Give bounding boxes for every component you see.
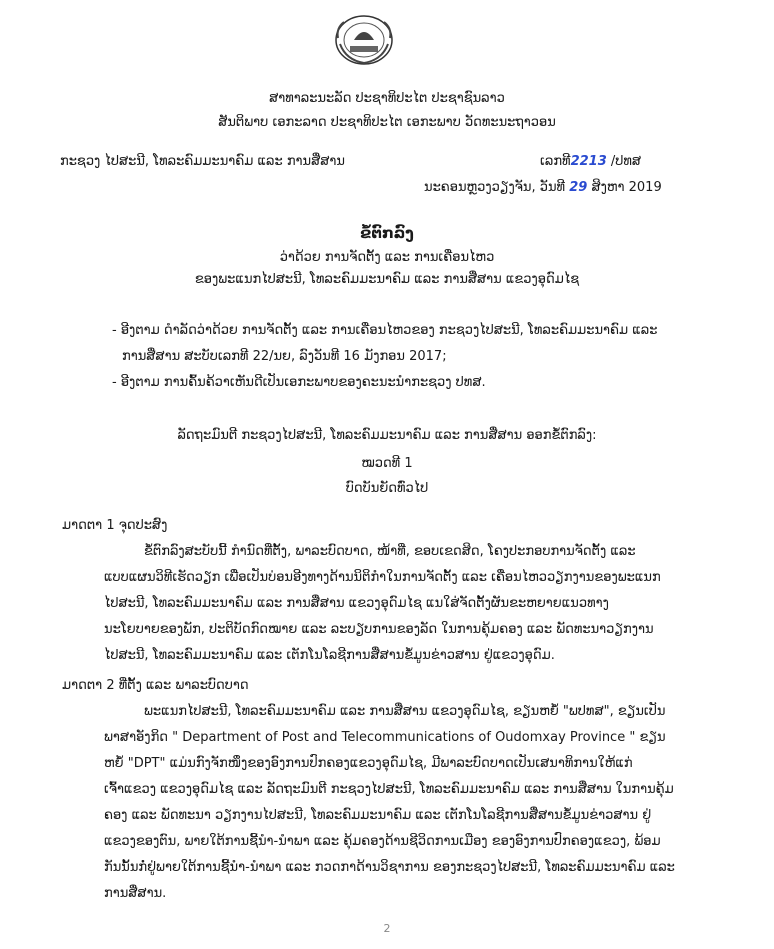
basis-item-1-line-2: ການສື່ສານ ສະບັບເລກທີ 22/ນຍ, ລົງວັນທີ 16 ມັງກອນ 2017;	[122, 349, 447, 364]
date-prefix: ນະຄອນຫຼວງວຽງຈັນ, ວັນທີ	[424, 180, 566, 195]
article-1-line-1: ຂໍ້ຕົກລົງສະບັບນີ້ ກຳນົດທີ່ຕັ້ງ, ພາລະບົດບາດ, ໜ້າທີ່, ຂອບເຂດສິດ, ໂຄງປະກອບການຈັດຕັ້ງ ແລະ	[144, 544, 636, 559]
article-1-line-5: ໄປສະນີ, ໂທລະຄົມມະນາຄົມ ແລະ ເຕັກໂນໂລຊີການສື່ສານຂໍ້ມູນຂ່າວສານ ຢູ່ແຂວງອຸດົມ.	[104, 648, 555, 663]
article-2-line-2: ພາສາອັງກິດ " Department of Post and Telecommunications of Oudomxay Province " ຂຽນ	[104, 730, 666, 745]
subtitle-line-1: ວ່າດ້ວຍ ການຈັດຕັ້ງ ແລະ ການເຄື່ອນໄຫວ	[279, 250, 495, 265]
article-2-line-7: ກັນນັ້ນກໍ່ຢູ່ພາຍໃຕ້ການຊີ້ນຳ-ນຳພາ ແລະ ກວດກາດ້ານວິຊາການ ຂອງກະຊວງໄປສະນີ, ໂທລະຄົມມະນາຄົມ ແລະ	[104, 860, 675, 875]
article-2-line-4: ເຈົ້າແຂວງ ແຂວງອຸດົມໄຊ ແລະ ລັດຖະມົນຕີ ກະຊວງໄປສະນີ, ໂທລະຄົມມະນາຄົມ ແລະ ການສື່ສານ ໃນການຄຸ້ມ	[104, 782, 674, 797]
article-1-heading: ມາດຕາ 1 ຈຸດປະສົງ	[62, 518, 168, 533]
article-1-line-3: ໄປສະນີ, ໂທລະຄົມມະນາຄົມ ແລະ ການສື່ສານ ແຂວງອຸດົມໄຊ ແນໃສ່ຈັດຕັ້ງຜັນຂະຫຍາຍແນວທາງ	[104, 596, 609, 611]
reference-number	[540, 154, 641, 169]
issue-date	[424, 180, 662, 195]
article-2-line-8: ການສື່ສານ.	[104, 886, 167, 901]
date-day: 29	[569, 180, 588, 195]
article-1-line-2: ແບບແຜນວິທີເຮັດວຽກ ເພື່ອເປັນບ່ອນອີງທາງດ້ານນິຕິກຳໃນການຈັດຕັ້ງ ແລະ ເຄື່ອນໄຫວວຽກງານຂອງພະແນກ	[104, 570, 661, 585]
date-rest: ສິງຫາ 2019	[591, 180, 662, 195]
minister-decides: ລັດຖະມົນຕີ ກະຊວງໄປສະນີ, ໂທລະຄົມມະນາຄົມ ແລະ ການສື່ສານ ອອກຂໍ້ຕົກລົງ:	[177, 428, 597, 443]
national-emblem	[332, 10, 396, 66]
ministry-name: ກະຊວງ ໄປສະນີ, ໂທລະຄົມມະນາຄົມ ແລະ ການສື່ສານ	[60, 154, 345, 169]
document-title: ຂໍ້ຕົກລົງ	[360, 224, 414, 242]
basis-item-2: - ອີງຕາມ ການຄົ້ນຄ້ວາເຫັນດີເປັນເອກະພາບຂອງຄະນະນຳກະຊວງ ປທສ.	[112, 375, 486, 390]
header-line-1: ສາທາລະນະລັດ ປະຊາທິປະໄຕ ປະຊາຊົນລາວ	[269, 91, 505, 106]
article-2-heading: ມາດຕາ 2 ທີ່ຕັ້ງ ແລະ ພາລະບົດບາດ	[62, 678, 249, 693]
header-line-2: ສັນຕິພາບ ເອກະລາດ ປະຊາທິປະໄຕ ເອກະພາບ ວັດທະນະຖາວອນ	[218, 115, 556, 130]
article-2-line-3: ຫຍໍ້ "DPT" ແມ່ນກົງຈັກໜຶ່ງຂອງອົງການປົກຄອງແຂວງອຸດົມໄຊ, ມີພາລະບົດບາດເປັນເສນາທິການໃຫ້ແກ່	[104, 756, 633, 771]
article-2-line-1: ພະແນກໄປສະນີ, ໂທລະຄົມມະນາຄົມ ແລະ ການສື່ສານ ແຂວງອຸດົມໄຊ, ຂຽນຫຍໍ້ "ພປທສ", ຂຽນເປັນ	[144, 704, 666, 719]
page-number: 2	[383, 922, 391, 935]
subtitle-line-2: ຂອງພະແນກໄປສະນີ, ໂທລະຄົມມະນາຄົມ ແລະ ການສື່ສານ ແຂວງອຸດົມໄຊ	[194, 272, 580, 287]
basis-item-1-line-1: - ອີງຕາມ ດຳລັດວ່າດ້ວຍ ການຈັດຕັ້ງ ແລະ ການເຄື່ອນໄຫວຂອງ ກະຊວງໄປສະນີ, ໂທລະຄົມມະນາຄົມ ແລະ	[112, 323, 658, 338]
article-1-line-4: ນະໂຍບາຍຂອງພັກ, ປະຕິບັດກົດໝາຍ ແລະ ລະບຽບການຂອງລັດ ໃນການຄຸ້ມຄອງ ແລະ ພັດທະນາວຽກງານ	[104, 622, 654, 637]
ref-number: 2213	[570, 154, 607, 169]
article-2-line-6: ແຂວງຂອງຕົນ, ພາຍໃຕ້ການຊີ້ນຳ-ນຳພາ ແລະ ຄຸ້ມຄອງດ້ານຊີວິດການເມືອງ ຂອງອົງການປົກຄອງແຂວງ, ພ້ອມ	[104, 834, 661, 849]
chapter-label: ໝວດທີ 1	[361, 456, 413, 471]
chapter-name: ບົດບັນຍັດທົ່ວໄປ	[345, 481, 429, 496]
article-2-line-5: ຄອງ ແລະ ພັດທະນາ ວຽກງານໄປສະນີ, ໂທລະຄົມມະນາຄົມ ແລະ ເຕັກໂນໂລຊີການສື່ສານຂໍ້ມູນຂ່າວສານ ຢູ່	[104, 808, 652, 823]
ref-suffix: /ປທສ	[610, 154, 642, 169]
ref-prefix: ເລກທີ	[540, 154, 571, 169]
